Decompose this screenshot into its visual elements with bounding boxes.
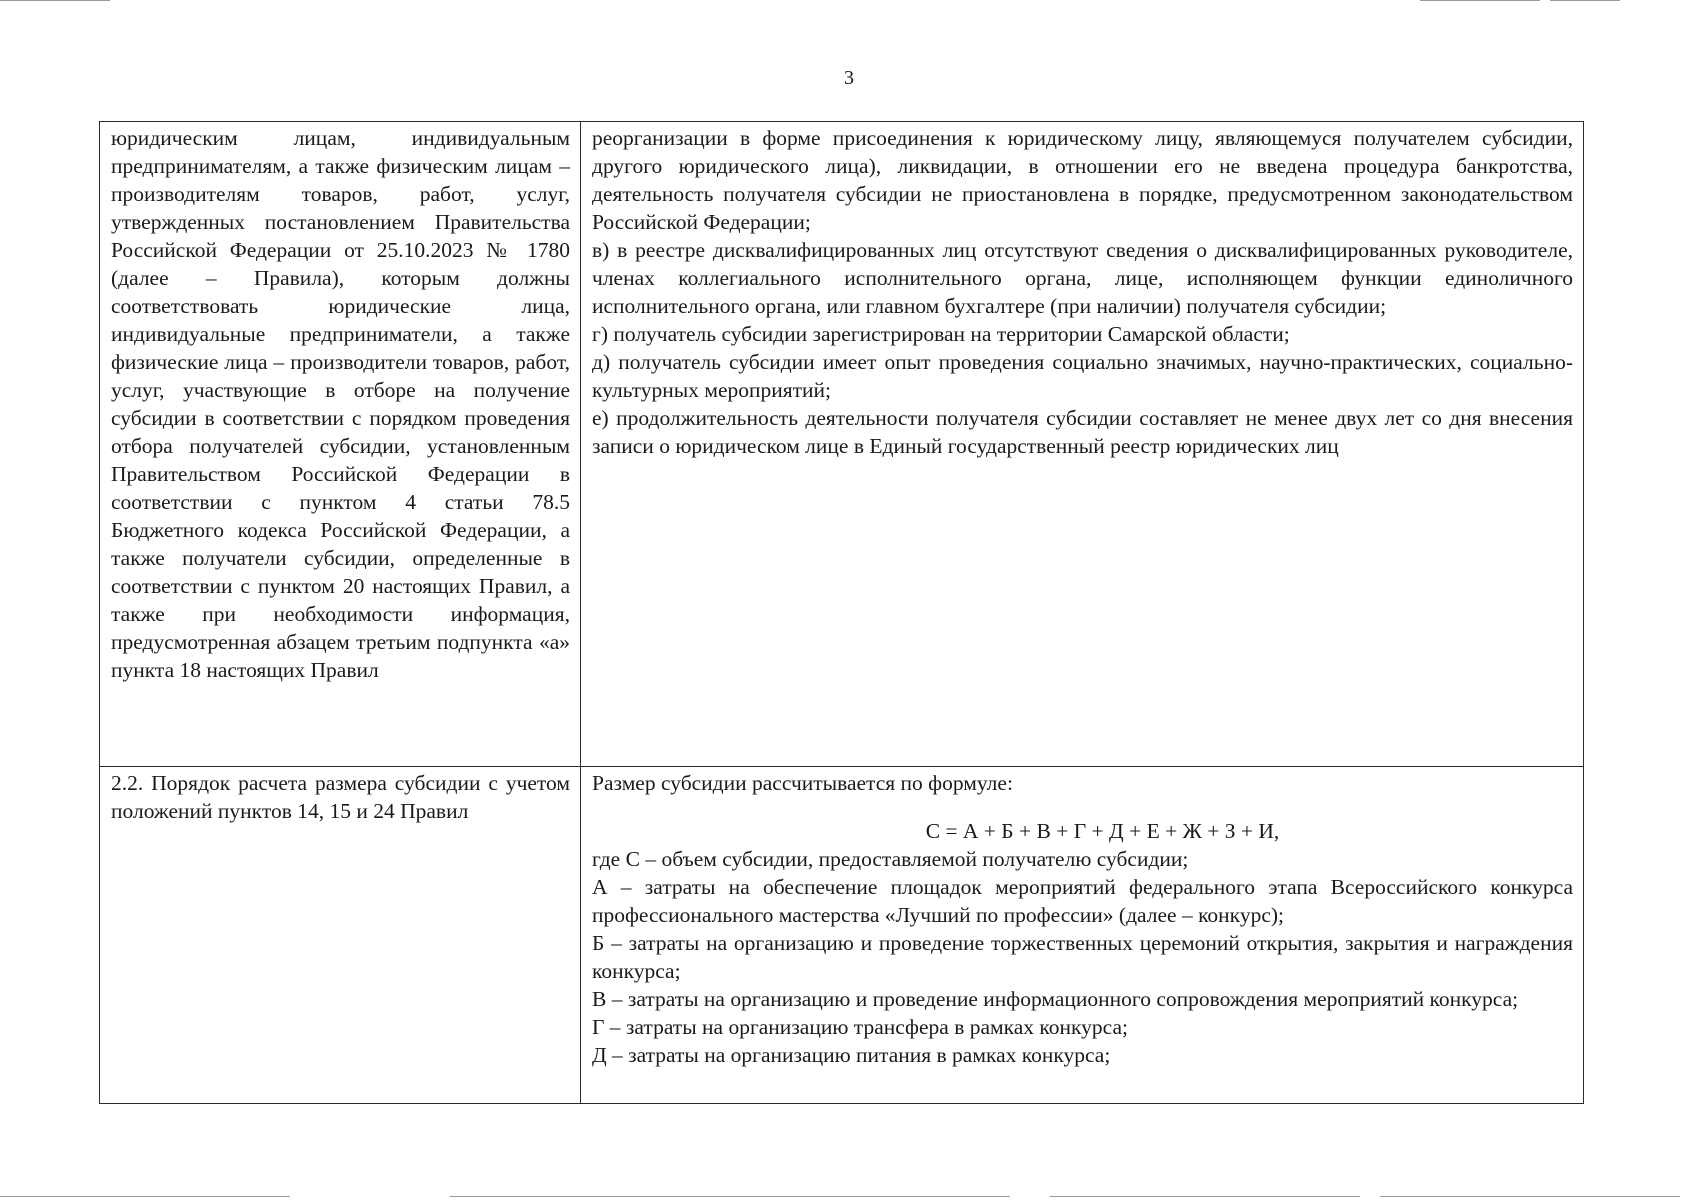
scan-line-top-right-2: [1550, 0, 1620, 1]
formula: С = А + Б + В + Г + Д + Е + Ж + З + И,: [925, 819, 1280, 843]
paragraph: г) получатель субсидии зарегистрирован на территории Самарской области;: [592, 322, 1290, 346]
table-cell-right: [581, 767, 1584, 1104]
scan-line-bottom-1: [0, 1196, 290, 1197]
paragraph: Г – затраты на организацию трансфера в рамках конкурса;: [592, 1015, 1128, 1039]
paragraph: Б – затраты на организацию и проведение торжественных церемоний открытия, закрытия и награждения конкурса;: [592, 931, 1573, 983]
scan-line-top-right: [1420, 0, 1540, 1]
table-row: [100, 767, 1584, 1104]
table-row: [100, 122, 1584, 767]
table-cell-left: [100, 122, 581, 767]
paragraph: А – затраты на обеспечение площадок мероприятий федерального этапа Всероссийского конкурса профессионального мастерства «Лучший по профессии» (далее – конкурс);: [592, 875, 1573, 927]
paragraph: д) получатель субсидии имеет опыт проведения социально значимых, научно-практических, социально-культурных мероприятий;: [592, 350, 1573, 402]
paragraph: где С – объем субсидии, предоставляемой получателю субсидии;: [592, 847, 1189, 871]
scan-line-bottom-3: [1050, 1196, 1360, 1197]
scan-line-top-left: [0, 0, 110, 1]
paragraph: В – затраты на организацию и проведение информационного сопровождения мероприятий конкурса;: [592, 987, 1519, 1011]
document-table: [99, 121, 1584, 1104]
scan-line-bottom-2: [450, 1196, 1010, 1197]
paragraph: в) в реестре дисквалифицированных лиц отсутствуют сведения о дисквалифицированных руководителе, членах коллегиального исполнительного органа, лице, исполняющем функции единоличного исполнительного органа, или главном бухгалтере (при наличии) получателя субсидии;: [592, 238, 1573, 318]
table-cell-right: [581, 122, 1584, 767]
paragraph: е) продолжительность деятельности получателя субсидии составляет не менее двух лет со дня внесения записи о юридическом лице в Единый государственный реестр юридических лиц: [592, 406, 1573, 458]
cell-text: 2.2. Порядок расчета размера субсидии с учетом положений пунктов 14, 15 и 24 Правил: [111, 771, 570, 823]
page-number: 3: [844, 67, 854, 89]
cell-text: юридическим лицам, индивидуальным предпринимателям, а также физическим лицам – производителям товаров, работ, услуг, утвержденных постановлением Правительства Российской Федерации от 25.10.2023 № 1780 (далее – Правила), которым должны соответствовать юридические лица, индивидуальные предприниматели, а также физические лица – производители товаров, работ, услуг, участвующие в отборе на получение субсидии в соответствии с порядком проведения отбора получателей субсидии, установленным Правительством Российской Федерации в соответствии с пунктом 4 статьи 78.5 Бюджетного кодекса Российской Федерации, а также получатели субсидии, определенные в соответствии с пунктом 20 настоящих Правил, а также при необходимости информация, предусмотренная абзацем третьим подпункта «а» пункта 18 настоящих Правил: [111, 126, 570, 682]
table-cell-left: [100, 767, 581, 1104]
scan-line-bottom-4: [1380, 1196, 1680, 1197]
paragraph: Размер субсидии рассчитывается по формуле:: [592, 771, 1013, 795]
paragraph: Д – затраты на организацию питания в рамках конкурса;: [592, 1043, 1111, 1067]
paragraph: реорганизации в форме присоединения к юридическому лицу, являющемуся получателем субсидии, другого юридического лица), ликвидации, в отношении его не введена процедура банкротства, деятельность получателя субсидии не приостановлена в порядке, предусмотренном законодательством Российской Федерации;: [592, 126, 1573, 234]
